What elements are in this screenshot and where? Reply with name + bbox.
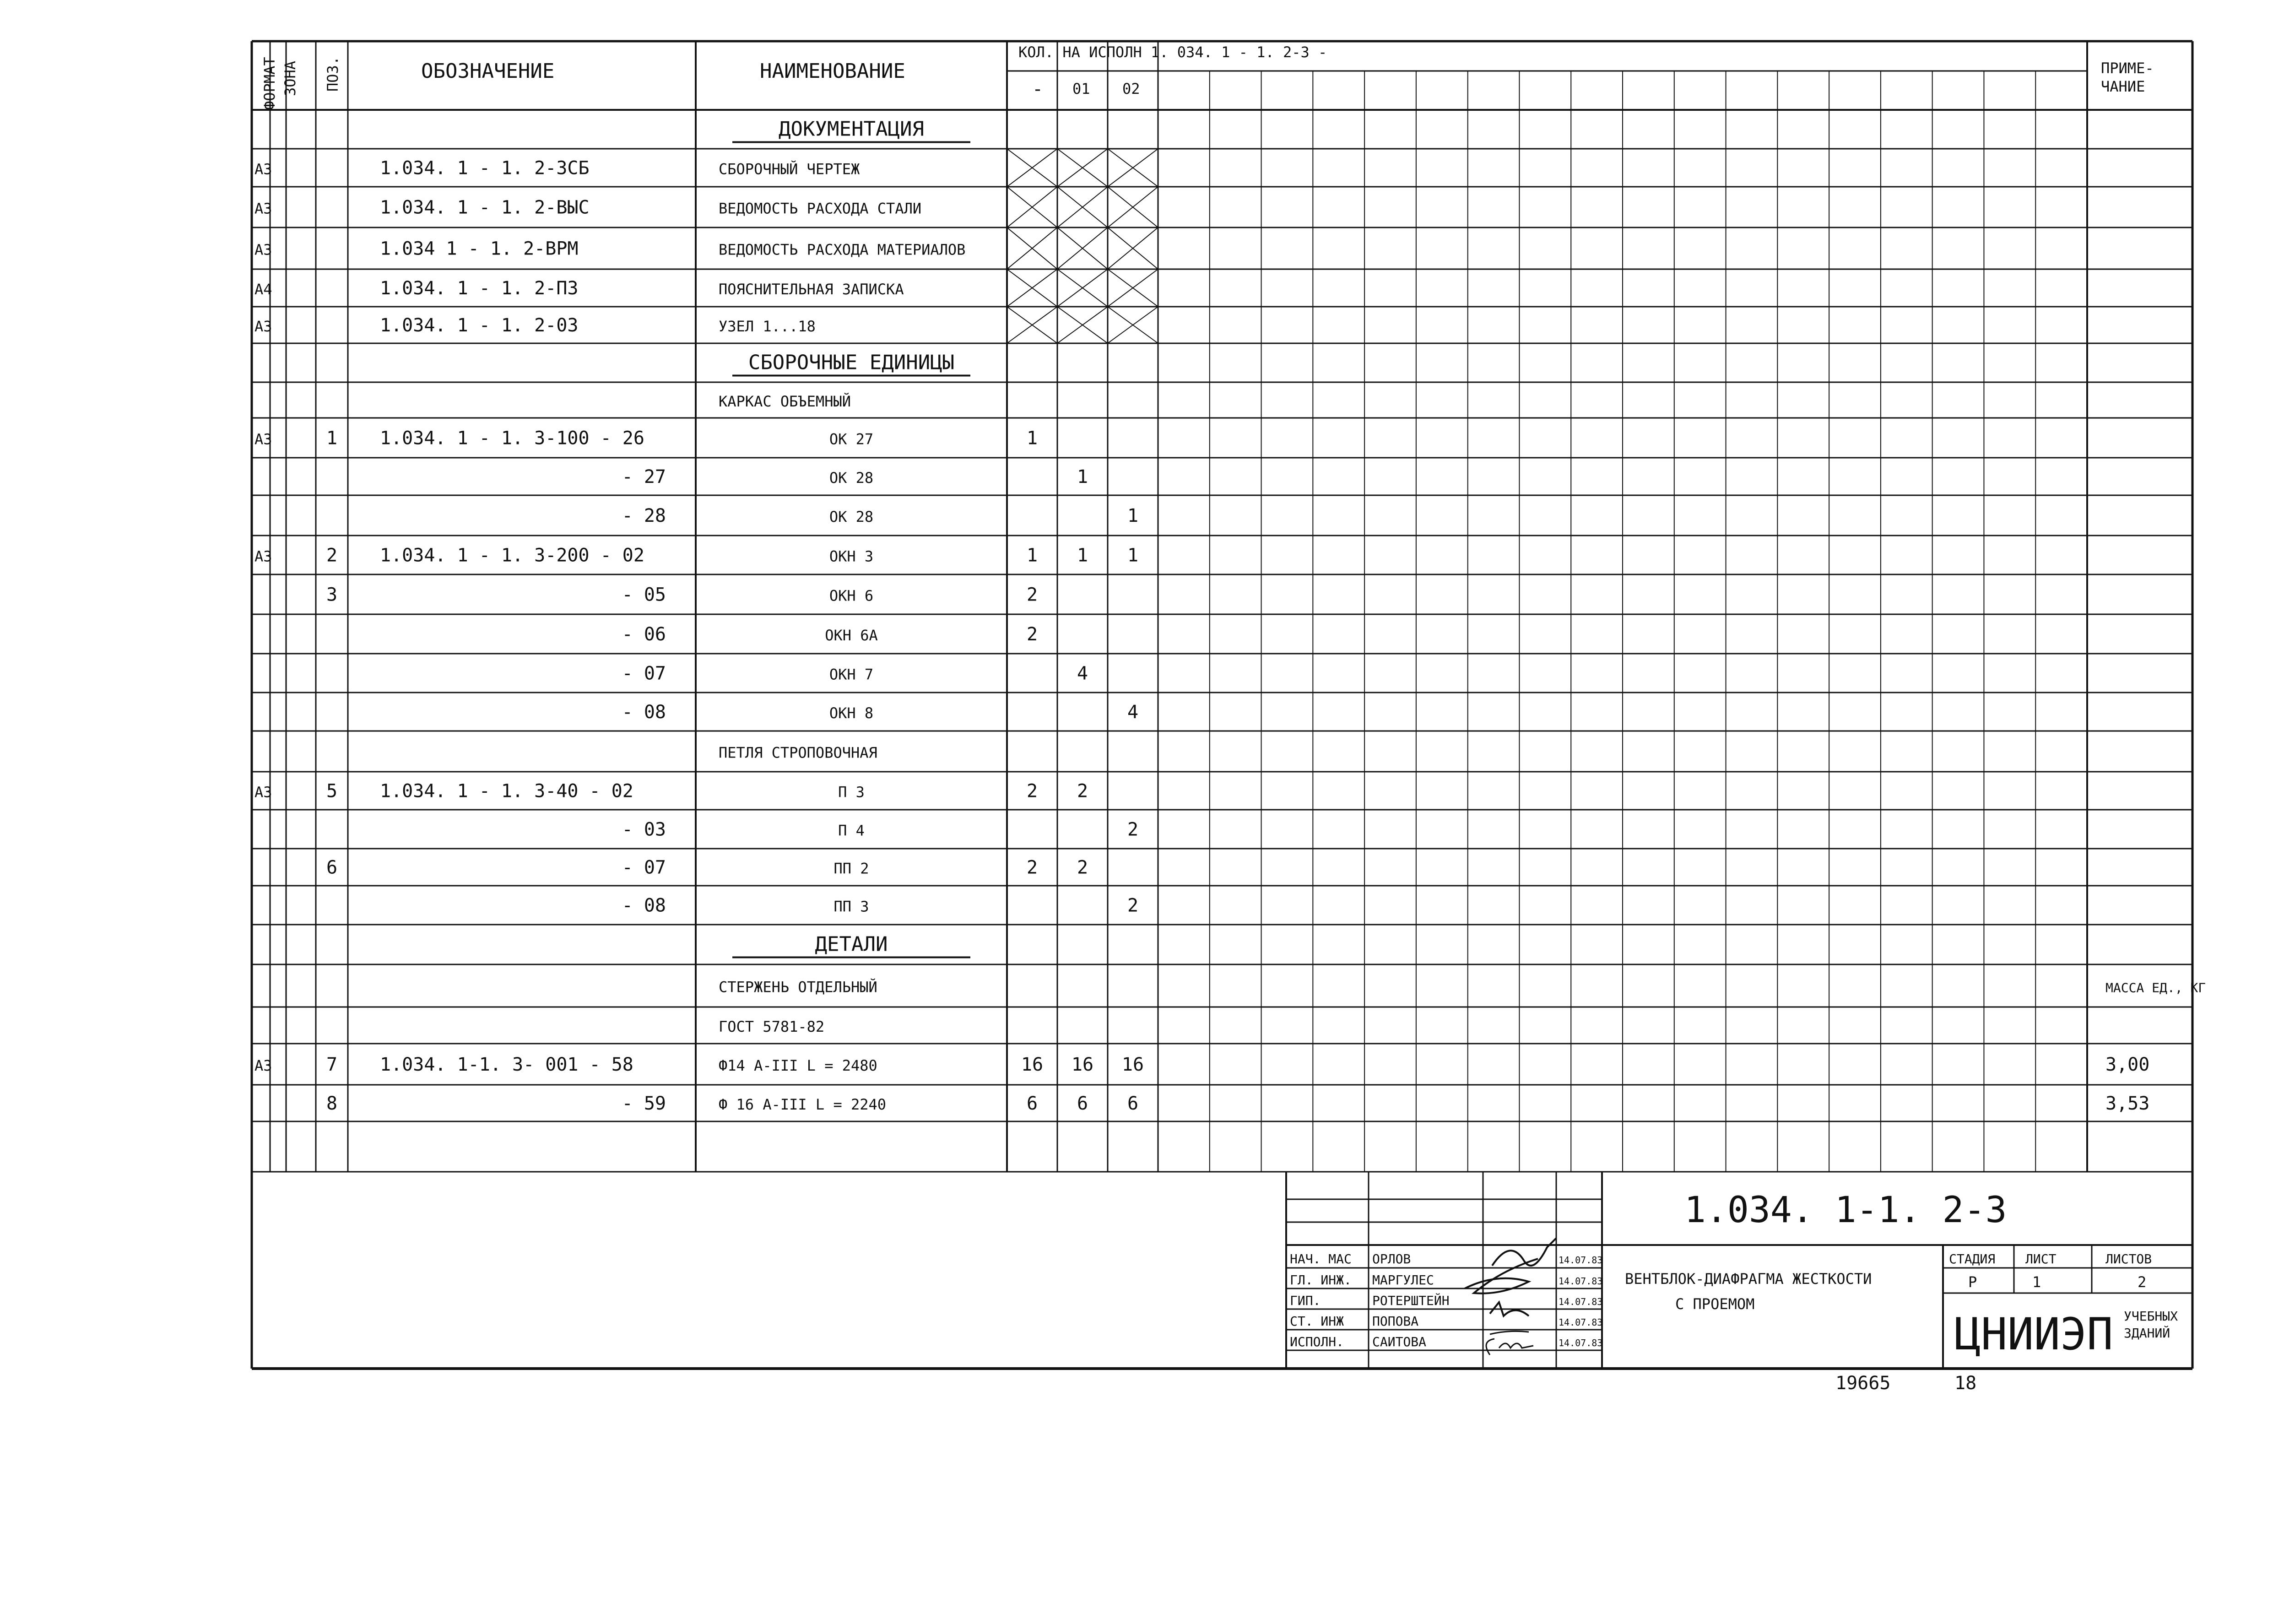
header-qty-title: КОЛ. НА ИСПОЛН 1. 034. 1 - 1. 2-3 - bbox=[1018, 43, 1327, 61]
stamp-sheet-label: ЛИСТ bbox=[2025, 1251, 2057, 1267]
cell-format: А3 bbox=[254, 1057, 272, 1074]
cell-name: ОКН 3 bbox=[829, 547, 874, 565]
cell-name: ДЕТАЛИ bbox=[815, 932, 888, 956]
cell-qty-2: 1 bbox=[1127, 545, 1139, 566]
cell-pos: 7 bbox=[326, 1054, 338, 1075]
cell-format: А3 bbox=[254, 160, 272, 178]
cell-qty-1: 4 bbox=[1077, 663, 1088, 684]
stamp-role: ГИП. bbox=[1290, 1293, 1321, 1308]
cell-qty-0: 1 bbox=[1026, 428, 1038, 449]
cell-name: СБОРОЧНЫЕ ЕДИНИЦЫ bbox=[748, 351, 955, 374]
cell-name: ПЕТЛЯ СТРОПОВОЧНАЯ bbox=[719, 744, 877, 762]
stamp-org-sub2: ЗДАНИЙ bbox=[2124, 1326, 2170, 1341]
cell-name: УЗЕЛ 1...18 bbox=[719, 318, 816, 335]
header-note: ПРИМЕ- bbox=[2101, 60, 2154, 77]
stamp-sheets: 2 bbox=[2138, 1273, 2147, 1291]
header-variant-1: 01 bbox=[1072, 80, 1090, 97]
stamp-org-sub1: УЧЕБНЫХ bbox=[2124, 1309, 2178, 1324]
cell-name: ОКН 7 bbox=[829, 666, 874, 683]
stamp-role: ГЛ. ИНЖ. bbox=[1290, 1272, 1352, 1288]
stamp-date: 14.07.83 bbox=[1559, 1337, 1603, 1348]
stamp-role: НАЧ. МАС bbox=[1290, 1251, 1352, 1267]
stamp-date: 14.07.83 bbox=[1559, 1296, 1603, 1307]
cell-name: ОК 27 bbox=[829, 430, 874, 448]
cell-qty-0: 1 bbox=[1026, 545, 1038, 566]
cell-designation: 1.034 1 - 1. 2-ВРМ bbox=[380, 238, 579, 260]
cell-designation: - 06 bbox=[622, 624, 666, 645]
header-variant-2: 02 bbox=[1122, 80, 1140, 97]
stamp-title-2: С ПРОЕМОМ bbox=[1675, 1295, 1755, 1313]
cell-note: 3,00 bbox=[2105, 1054, 2150, 1075]
cell-qty-2: 6 bbox=[1127, 1093, 1139, 1114]
header-name: НАИМЕНОВАНИЕ bbox=[760, 60, 905, 83]
cell-designation: 1.034. 1 - 1. 3-100 - 26 bbox=[380, 428, 644, 449]
cell-pos: 8 bbox=[326, 1093, 338, 1114]
cell-name: ОКН 6А bbox=[825, 627, 878, 644]
cell-designation: 1.034. 1 - 1. 2-03 bbox=[380, 315, 579, 336]
cell-designation: - 03 bbox=[622, 819, 666, 840]
cell-qty-1: 2 bbox=[1077, 857, 1088, 878]
cell-designation: - 07 bbox=[622, 857, 666, 878]
cell-name: П 3 bbox=[838, 783, 865, 801]
cell-name: ПП 2 bbox=[833, 860, 869, 877]
cell-name: ДОКУМЕНТАЦИЯ bbox=[779, 117, 924, 141]
cell-qty-1: 1 bbox=[1077, 466, 1088, 487]
cell-designation: 1.034. 1 - 1. 2-ВЫС bbox=[380, 197, 590, 218]
stamp-stage: Р bbox=[1968, 1273, 1977, 1291]
stamp-person: ПОПОВА bbox=[1372, 1314, 1419, 1329]
cell-name: ОКН 6 bbox=[829, 587, 874, 605]
cell-name: ОКН 8 bbox=[829, 704, 874, 722]
cell-designation: - 28 bbox=[622, 505, 666, 526]
cell-name: ВЕДОМОСТЬ РАСХОДА СТАЛИ bbox=[719, 200, 922, 217]
cell-qty-0: 2 bbox=[1026, 780, 1038, 802]
stamp-sheets-label: ЛИСТОВ bbox=[2105, 1251, 2152, 1267]
stamp-date: 14.07.83 bbox=[1559, 1255, 1603, 1266]
cell-note: 3,53 bbox=[2105, 1093, 2150, 1114]
stamp-person: РОТЕРШТЕЙН bbox=[1372, 1293, 1450, 1308]
cell-name: ПП 3 bbox=[833, 898, 869, 915]
header-pos: ПОЗ. bbox=[324, 56, 341, 92]
signature-saitova bbox=[1486, 1339, 1533, 1355]
stamp-code: 1.034. 1-1. 2-3 bbox=[1684, 1190, 2007, 1231]
cell-qty-0: 2 bbox=[1026, 624, 1038, 645]
stamp-org-logo: ЦНИИЭП bbox=[1954, 1309, 2113, 1360]
cell-qty-1: 1 bbox=[1077, 545, 1088, 566]
cell-name: СТЕРЖЕНЬ ОТДЕЛЬНЫЙ bbox=[719, 978, 877, 996]
cell-name: СБОРОЧНЫЙ ЧЕРТЕЖ bbox=[719, 160, 860, 178]
stamp-person: ОРЛОВ bbox=[1372, 1251, 1411, 1267]
footer-number: 19665 bbox=[1835, 1373, 1891, 1394]
stamp-stage-label: СТАДИЯ bbox=[1949, 1251, 1996, 1267]
header-format: ФОРМАТ bbox=[261, 57, 278, 110]
cell-designation: - 07 bbox=[622, 663, 666, 684]
cell-qty-2: 2 bbox=[1127, 819, 1139, 840]
cell-qty-0: 6 bbox=[1026, 1093, 1038, 1114]
cell-format: А3 bbox=[254, 200, 272, 217]
cell-designation: - 08 bbox=[622, 895, 666, 916]
cell-qty-0: 2 bbox=[1026, 857, 1038, 878]
cell-pos: 1 bbox=[326, 428, 338, 449]
cell-qty-1: 2 bbox=[1077, 780, 1088, 802]
cell-pos: 2 bbox=[326, 545, 338, 566]
cell-name: КАРКАС ОБЪЕМНЫЙ bbox=[719, 393, 851, 410]
cell-format: А3 bbox=[254, 783, 272, 801]
cell-designation: - 59 bbox=[622, 1093, 666, 1114]
stamp-date: 14.07.83 bbox=[1559, 1276, 1603, 1287]
cell-name: ПОЯСНИТЕЛЬНАЯ ЗАПИСКА bbox=[719, 281, 904, 298]
cell-qty-0: 2 bbox=[1026, 584, 1038, 606]
cell-designation: 1.034. 1 - 1. 3-40 - 02 bbox=[380, 780, 633, 802]
cell-name: ОК 28 bbox=[829, 469, 874, 487]
cell-pos: 3 bbox=[326, 584, 338, 606]
cell-designation: 1.034. 1-1. 3- 001 - 58 bbox=[380, 1054, 633, 1075]
header-variant-0: - bbox=[1032, 79, 1044, 100]
cell-format: А4 bbox=[254, 281, 272, 298]
cell-qty-2: 2 bbox=[1127, 895, 1139, 916]
stamp-person: САИТОВА bbox=[1372, 1334, 1427, 1349]
title-block bbox=[1286, 1172, 2192, 1369]
signature-orlov bbox=[1492, 1238, 1556, 1266]
cell-qty-2: 16 bbox=[1121, 1054, 1144, 1075]
cell-qty-2: 4 bbox=[1127, 702, 1139, 723]
cell-format: А3 bbox=[254, 547, 272, 565]
cell-qty-2: 1 bbox=[1127, 505, 1139, 526]
cell-designation: - 08 bbox=[622, 702, 666, 723]
cell-format: А3 bbox=[254, 241, 272, 259]
cell-qty-0: 16 bbox=[1021, 1054, 1044, 1075]
cell-name: Ф14 А-III L = 2480 bbox=[719, 1057, 877, 1074]
cell-name: П 4 bbox=[838, 822, 865, 839]
cell-pos: 6 bbox=[326, 857, 338, 878]
stamp-sheet: 1 bbox=[2032, 1273, 2041, 1291]
stamp-title-1: ВЕНТБЛОК-ДИАФРАГМА ЖЕСТКОСТИ bbox=[1625, 1270, 1872, 1288]
stamp-role: ИСПОЛН. bbox=[1290, 1334, 1344, 1349]
header-note-2: ЧАНИЕ bbox=[2101, 78, 2145, 95]
stamp-date: 14.07.83 bbox=[1559, 1317, 1603, 1328]
cell-designation: 1.034. 1 - 1. 2-ПЗ bbox=[380, 278, 579, 299]
cell-qty-1: 16 bbox=[1071, 1054, 1094, 1075]
cell-name: Ф 16 А-III L = 2240 bbox=[719, 1096, 887, 1113]
cell-note: МАССА ЕД., КГ bbox=[2105, 980, 2206, 996]
signature-popova bbox=[1490, 1331, 1529, 1334]
cell-name: ВЕДОМОСТЬ РАСХОДА МАТЕРИАЛОВ bbox=[719, 241, 966, 259]
cell-designation: - 05 bbox=[622, 584, 666, 606]
cell-name: ОК 28 bbox=[829, 508, 874, 525]
header-designation: ОБОЗНАЧЕНИЕ bbox=[421, 60, 555, 83]
cell-designation: 1.034. 1 - 1. 3-200 - 02 bbox=[380, 545, 644, 566]
header-zone: ЗОНА bbox=[281, 60, 299, 96]
stamp-person: МАРГУЛЕС bbox=[1372, 1272, 1434, 1288]
stamp-role: СТ. ИНЖ bbox=[1290, 1314, 1344, 1329]
cell-format: А3 bbox=[254, 318, 272, 335]
cell-designation: - 27 bbox=[622, 466, 666, 487]
cell-name: ГОСТ 5781-82 bbox=[719, 1018, 825, 1035]
cell-pos: 5 bbox=[326, 780, 338, 802]
cell-designation: 1.034. 1 - 1. 2-3СБ bbox=[380, 157, 590, 179]
footer-page: 18 bbox=[1954, 1373, 1977, 1394]
cell-qty-1: 6 bbox=[1077, 1093, 1088, 1114]
cell-format: А3 bbox=[254, 430, 272, 448]
